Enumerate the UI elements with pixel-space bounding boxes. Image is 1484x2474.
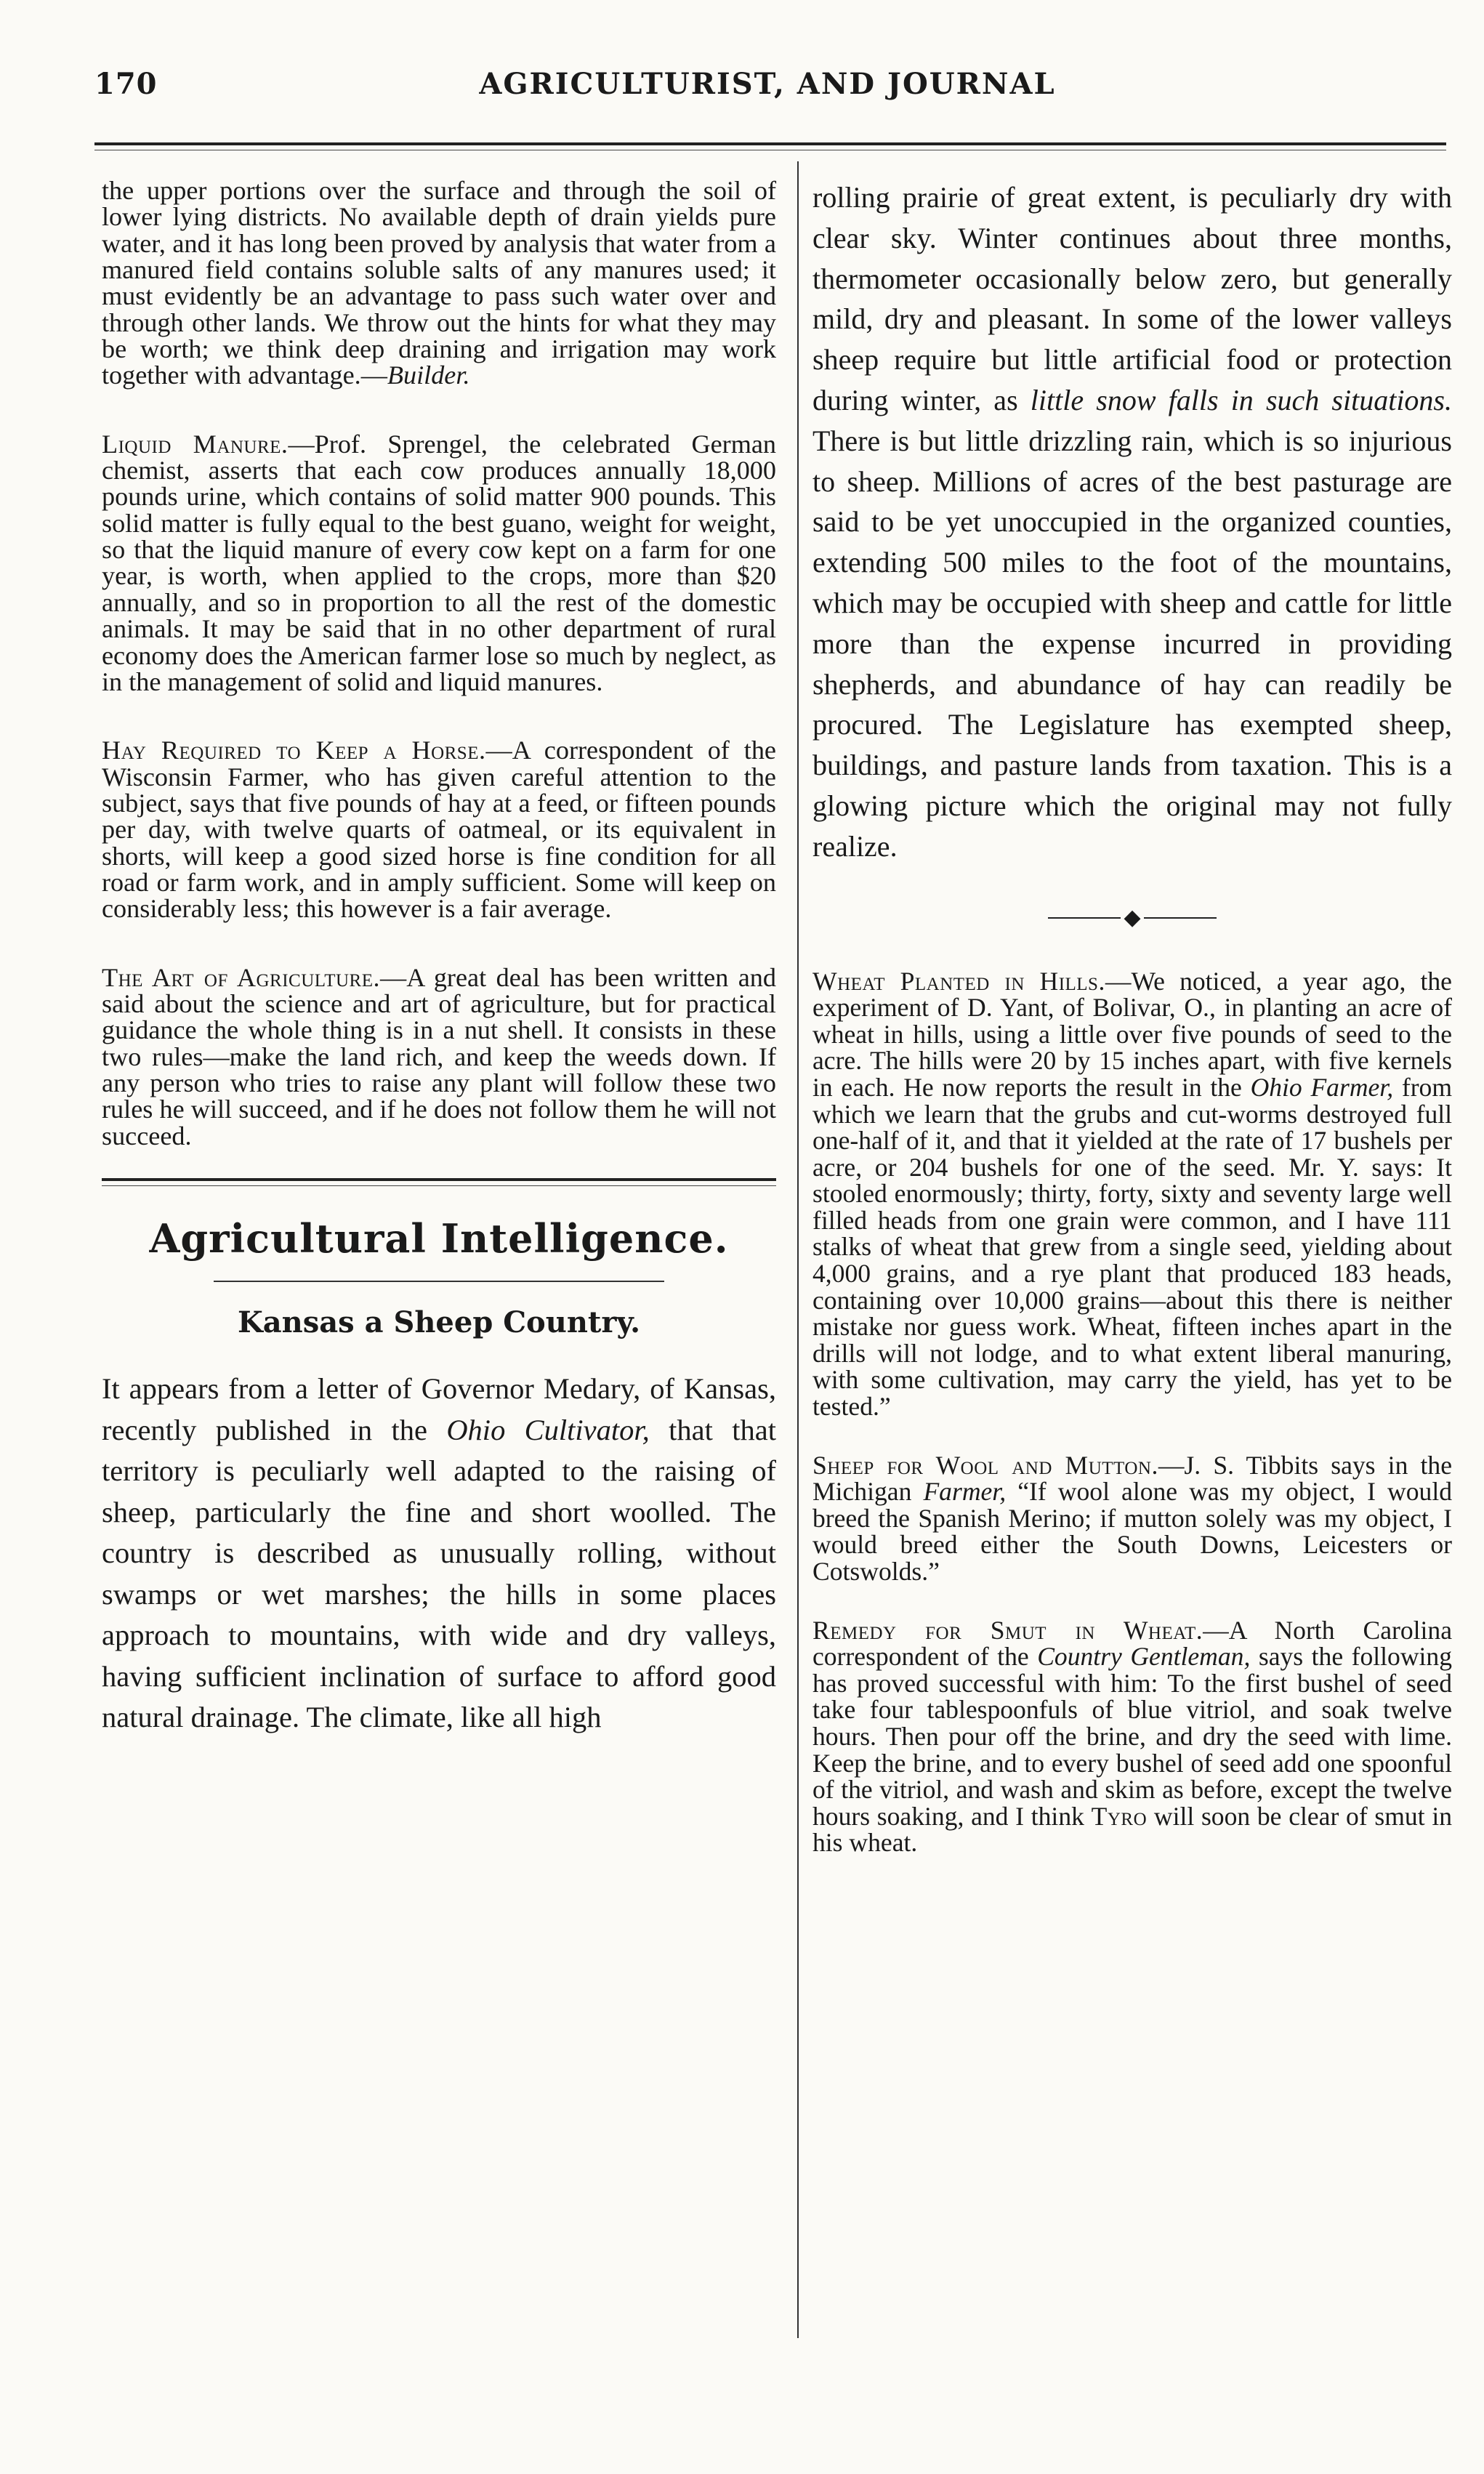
page-header [94,67,1440,113]
hay-horse-text: —A correspondent of the Wisconsin Farmer, who has given careful attention to the subject, says that five pounds of hay at a feed, or fifteen pounds per day, with twelve quarts of oatmeal, or its equivalent in shorts, will keep a good sized horse is fine condition for all road or farm work, and in amply sufficient. Some will keep on considerably less; this however is a fair average. [102,736,776,924]
section-rule [102,1178,776,1181]
liquid-manure-paragraph [102,431,776,695]
smut-remedy-publication: Country Gentleman, [1037,1642,1251,1672]
sheep-wool-text-a: —J. S. Tibbits says in the Michigan [812,1450,1452,1507]
section-title: Agricultural Intelligence. [149,1215,729,1262]
smut-remedy-text-c: will soon be clear of smut in his wheat. [812,1801,1452,1858]
smut-remedy-name: Tyro [1091,1801,1148,1831]
section-rule-thin [102,1185,776,1186]
wheat-hills-heading: Wheat Planted in Hills. [812,966,1105,996]
kansas-text-a: It appears from a letter of Governor Medary, of Kansas, recently published in the [102,1372,776,1446]
article-title: Kansas a Sheep Country. [237,1305,641,1339]
smut-remedy-text-a: —A North Carolina correspondent of the [812,1615,1452,1672]
title-rule [214,1281,664,1282]
wheat-hills-text-a: —We noticed, a year ago, the experiment of D. Yant, of Bolivar, O., in planting an acre of wheat in hills, using a little over five pounds of seed to the acre. The hills were 20 by 15 inches apart, with five kernels in each. He now reports the result in the [812,966,1452,1102]
sheep-wool-paragraph [812,1452,1452,1585]
smut-remedy-paragraph [812,1617,1452,1856]
ornament-line-right [1144,917,1217,919]
kansas-text-b: that that territory is peculiarly well adapted to the raising of sheep, particularly the fine and short woolled. The country is described as unusually rolling, without swamps or wet marshes; the hills in some places approach to mountains, with wide and dry valleys, having sufficient inclination of surface to afford good natural drainage. The climate, like all high [102,1413,776,1733]
kansas-continued-paragraph [812,177,1452,867]
smut-remedy-text-b: says the following has proved successful with him: To the first bushel of seed take four tablespoonfuls of blue vitriol, and soak twelve hours. Then pour off the brine, and dry the seed with lime. Keep the brine, and to every bushel of seed add one spoonful of the vitriol, and wash and skim as before, except the twelve hours soaking, and I think [812,1642,1452,1831]
sheep-wool-publication: Farmer, [923,1477,1007,1507]
smut-remedy-heading: Remedy for Smut in Wheat. [812,1615,1203,1645]
hay-horse-paragraph [102,737,776,922]
hay-horse-heading: Hay Required to Keep a Horse. [102,736,486,765]
wheat-hills-publication: Ohio Farmer, [1250,1072,1394,1102]
column-divider [797,161,799,2338]
wheat-hills-text-b: from which we learn that the grubs and cut-worms destroyed full one-half of it, and that it yielded at the rate of 17 bushels per acre, or 204 bushels for one of the seed. Mr. Y. says: It stooled enormously; thirty, forty, sixty and seventy large well filled heads from one grain were common, and I have 111 stalks of wheat that grew from a single seed, yielding about 4,000 grains, and a rye plant that produced 183 heads, containing over 10,000 grains—about this there is neither mistake nor guess work. Wheat, fifteen inches apart in the drills will not lodge, and to what extent liberal manuring, with some cultivation, may carry the yield, has yet to be tested.” [812,1072,1453,1422]
drainage-paragraph [102,177,776,389]
kansas-continued-text-a: rolling prairie of great extent, is peculiarly dry with clear sky. Winter continues about three months, thermometer occasionally below zero, but generally mild, dry and pleasant. In some of the lower valleys sheep require but little artificial food or protection during winter, as [812,181,1452,416]
kansas-paragraph [102,1369,776,1738]
sheep-wool-heading: Sheep for Wool and Mutton. [812,1450,1158,1480]
kansas-publication: Ohio Cultivator, [446,1413,650,1446]
liquid-manure-text: —Prof. Sprengel, the celebrated German chemist, asserts that each cow produces annually 18,000 pounds urine, which contains of solid matter 900 pounds. This solid matter is fully equal to the best guano, weight for weight, so that the liquid manure of every cow kept on a farm for one year, is worth, when applied to the crops, more than $20 annually, and so in proportion to all the rest of the domestic animals. It may be said that in no other department of rural economy does the American farmer lose so much by neglect, as in the management of solid and liquid manures. [102,429,776,696]
drainage-source: Builder. [387,360,470,390]
ornament-dot: ◆ [1124,904,1141,930]
ornament-divider [812,906,1452,929]
kansas-continued-text-b: There is but little drizzling rain, which is so injurious to sheep. Millions of acres of the best pasturage are said to be yet unoccupied in the organized counties, extending 500 miles to the foot of the mountains, which may be occupied with sheep and cattle for little more than the expense incurred in providing shepherds, and abundance of hay can readily be procured. The Legislature has exempted sheep, buildings, and pasture lands from taxation. This is a glowing picture which the original may not fully realize. [812,424,1452,863]
wheat-hills-paragraph [812,968,1452,1420]
right-column [812,177,1452,1856]
header-rule [94,142,1446,145]
liquid-manure-heading: Liquid Manure. [102,429,289,459]
art-agriculture-paragraph [102,964,776,1149]
art-agriculture-text: —A great deal has been written and said about the science and art of agriculture, but for practical guidance the whole thing is in a nut shell. It consists in these two rules—make the land rich, and keep the weeds down. If any person who tries to raise any plant will follow these two rules he will succeed, and if he does not follow them he will not succeed. [102,962,776,1151]
running-title: AGRICULTURIST, AND JOURNAL [479,67,1056,101]
art-agriculture-heading: The Art of Agriculture. [102,962,381,992]
drainage-text: the upper portions over the surface and through the soil of lower lying districts. No available depth of drain yields pure water, and it has long been proved by analysis that water from a manured field contains soluble salts of any manures used; it must evidently be an advantage to pass such water over and through other lands. We throw out the hints for what they may be worth; we think deep draining and irrigation may work together with advantage.— [102,176,776,390]
ornament-line-left [1048,917,1121,919]
page-number: 170 [94,67,158,101]
kansas-continued-italic: little snow falls in such situations. [1030,383,1452,416]
sheep-wool-text-b: “If wool alone was my object, I would breed the Spanish Merino; if mutton solely was my object, I would breed either the South Downs, Leicesters or Cotswolds.” [812,1477,1452,1587]
left-column [102,177,776,1738]
